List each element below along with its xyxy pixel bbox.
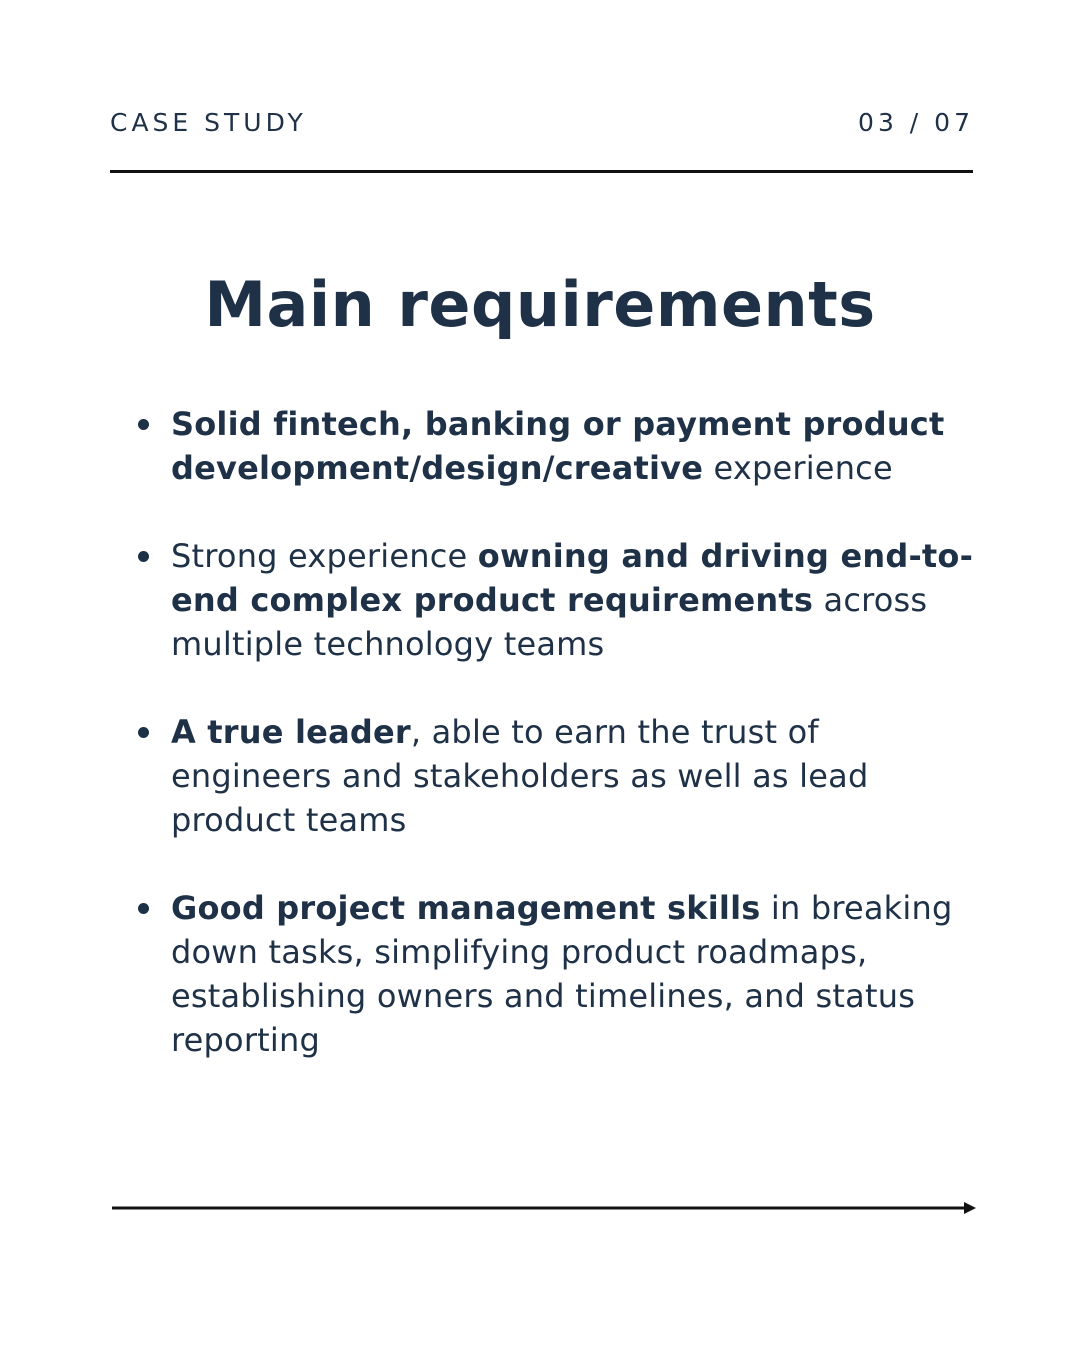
page-title: Main requirements [204, 268, 876, 341]
bullet-icon [138, 903, 149, 914]
bullet-icon [138, 727, 149, 738]
item-text: across multiple technology teams [171, 581, 928, 663]
section-label: CASE STUDY [110, 108, 307, 137]
list-item [135, 402, 985, 490]
bullet-icon [138, 551, 149, 562]
item-text: , able to earn the trust of engineers and stakeholders as well as lead product teams [171, 713, 869, 839]
top-divider [110, 170, 973, 173]
bullet-icon [138, 419, 149, 430]
item-text: in breaking down tasks, simplifying product roadmaps, establishing owners and timelines, and status reporting [171, 889, 953, 1059]
item-text: experience [703, 449, 893, 487]
item-emphasis: owning and driving end-to-end complex product requirements [171, 537, 974, 619]
list-item [135, 534, 985, 666]
page-counter: 03 / 07 [858, 108, 974, 137]
item-emphasis: Solid fintech, banking or payment product development/design/creative [171, 405, 945, 487]
arrow-right-icon[interactable] [112, 1198, 978, 1218]
item-emphasis: Good project management skills [171, 889, 761, 927]
item-emphasis: A true leader [171, 713, 411, 751]
requirements-list [135, 402, 985, 1062]
list-item [135, 710, 985, 842]
list-item [135, 886, 985, 1062]
item-text: Strong experience [171, 537, 478, 575]
